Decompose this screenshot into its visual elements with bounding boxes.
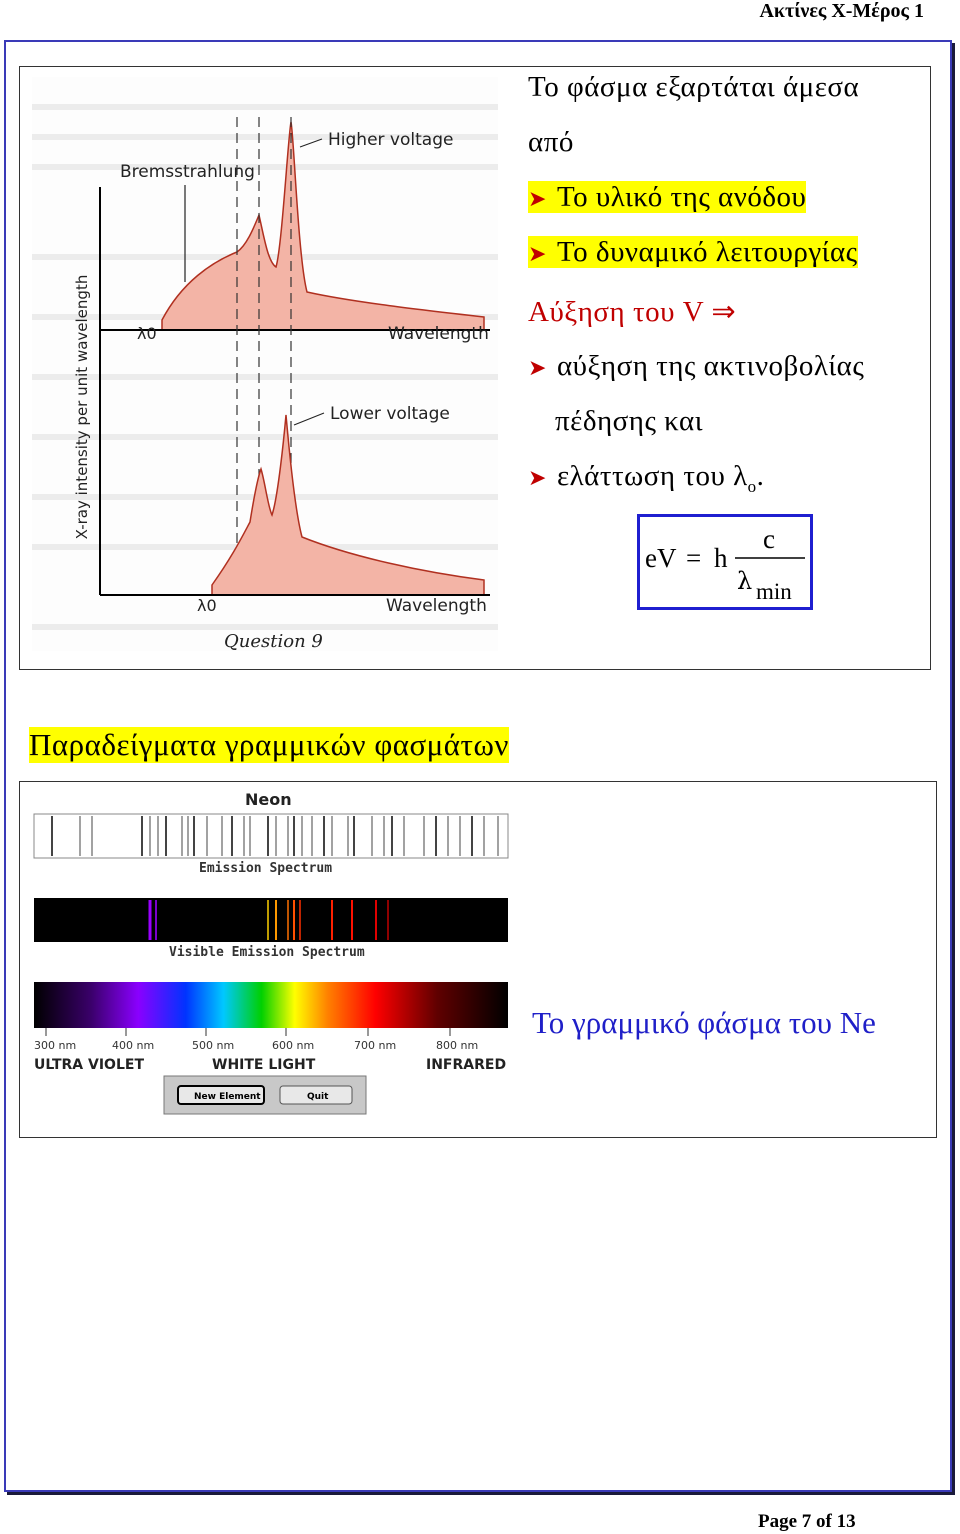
tick-label: 800 nm: [436, 1039, 479, 1052]
tick-label: 700 nm: [354, 1039, 397, 1052]
bullet-lambda: ➤ ελάττωση του $\lambda_o$.: [528, 460, 765, 496]
bullet-bremsstrahlung: ➤ αύξηση της ακτινοβολίας: [528, 350, 865, 382]
section-title: Παραδείγματα γραμμικών φασμάτων: [29, 727, 509, 762]
higher-voltage-label: Higher voltage: [328, 130, 454, 150]
neon-spectrum-caption: Το γραμμικό φάσμα του Ne: [532, 1005, 876, 1040]
bullet-voltage: ➤ Το δυναμικό λειτουργίας: [528, 236, 858, 268]
new-element-button[interactable]: New Element: [194, 1092, 261, 1102]
svg-text:min: min: [756, 579, 792, 604]
svg-text:h: h: [714, 543, 728, 573]
infrared-label: INFRARED: [426, 1057, 507, 1073]
bullet-anode: ➤ Το υλικό της ανόδου: [528, 181, 807, 213]
question-caption: Question 9: [224, 631, 323, 651]
arrow-bullet-icon: ➤: [528, 242, 547, 267]
emission-label: Emission Spectrum: [199, 861, 333, 876]
svg-text:c: c: [763, 524, 775, 554]
xray-slide: [19, 66, 931, 670]
neon-spectrum-figure: [32, 782, 510, 1122]
increase-voltage: Αύξηση του V ⇒: [528, 296, 737, 328]
svg-text:eV: eV: [645, 543, 677, 573]
svg-text:λ: λ: [737, 567, 753, 595]
document-header: Ακτίνες Χ-Μέρος 1: [759, 0, 924, 22]
line-spectra-slide: [19, 781, 937, 1138]
bullet-bremsstrahlung-cont: πέδησης και: [555, 405, 704, 437]
quit-button[interactable]: Quit: [307, 1092, 329, 1102]
arrow-bullet-icon: ➤: [528, 356, 547, 381]
svg-text:=: =: [686, 543, 702, 573]
arrow-bullet-icon: ➤: [528, 187, 547, 212]
lower-voltage-label: Lower voltage: [330, 404, 450, 424]
duane-hunt-formula: [637, 514, 813, 610]
lambda0-upper-label: λ0: [137, 324, 157, 343]
xray-spectrum-figure: [32, 77, 498, 651]
intro-line-1: Το φάσμα εξαρτάται άμεσα: [528, 71, 860, 103]
wavelength-lower-label: Wavelength: [386, 596, 487, 616]
neon-title: Neon: [245, 790, 292, 809]
tick-label: 400 nm: [112, 1039, 155, 1052]
chart-ylabel: X-ray intensity per unit wavelength: [73, 274, 91, 540]
lambda0-lower-label: λ0: [197, 596, 217, 615]
ultraviolet-label: ULTRA VIOLET: [34, 1057, 144, 1073]
tick-label: 500 nm: [192, 1039, 235, 1052]
bremsstrahlung-label: Bremsstrahlung: [120, 162, 255, 182]
white-light-label: WHITE LIGHT: [212, 1057, 316, 1073]
arrow-bullet-icon: ➤: [528, 466, 547, 491]
page-number: Page 7 of 13: [758, 1511, 856, 1532]
tick-label: 600 nm: [272, 1039, 315, 1052]
intro-line-2: από: [528, 126, 574, 158]
visible-emission-label: Visible Emission Spectrum: [169, 945, 365, 960]
tick-label: 300 nm: [34, 1039, 77, 1052]
wavelength-upper-label: Wavelength: [388, 324, 489, 344]
